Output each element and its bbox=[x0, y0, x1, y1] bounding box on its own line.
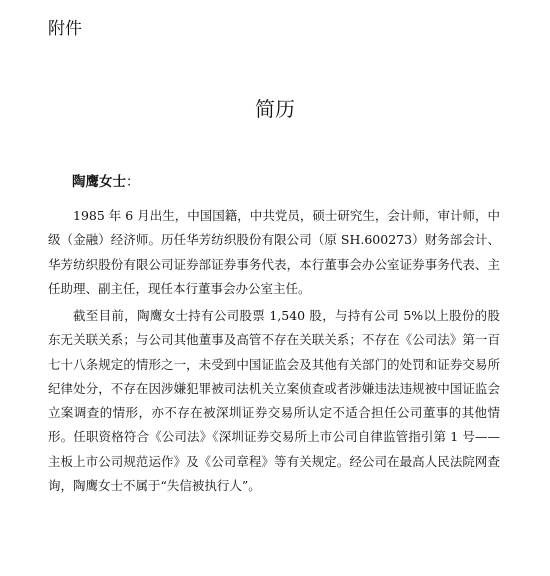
person-name: 陶鹰女士 bbox=[72, 174, 126, 190]
person-name-suffix: ： bbox=[126, 174, 140, 190]
document-title: 简历 bbox=[255, 97, 295, 121]
disclosure-paragraph: 截至目前，陶鹰女士持有公司股票 1,540 股，与持有公司 5%以上股份的股东无关联关系；与公司其他董事及高管不存在关联关系；不存在《公司法》第一百七十八条规定的情形之一，未受到中国证监会及其他有关部门的处罚和证券交易所纪律处分，不存在因涉嫌犯罪被司法机关立案侦查或者涉嫌违法违规被中国证监会立案调查的情形，亦不存在被深圳证券交易所认定不适合担任公司董事的其他情形。任职资格符合《公司法》《深圳证券交易所上市公司自律监管指引第 1 号——主板上市公司规范运作》及《公司章程》等有关规定。经公司在最高人民法院网查询，陶鹰女士不属于“失信被执行人”。 bbox=[48, 308, 500, 494]
bio-paragraph: 1985 年 6 月出生，中国国籍，中共党员，硕士研究生，会计师，审计师，中级（金融）经济师。历任华芳纺织股份有限公司（原 SH.600273）财务部会计、华芳纺织股份有限公司证券部证券事务代表，本行董事会办公室证券事务代表、主任助理、副主任，现任本行董事会办公室主任。 bbox=[48, 208, 500, 296]
attachment-label: 附件 bbox=[48, 19, 82, 39]
person-heading bbox=[72, 172, 140, 192]
